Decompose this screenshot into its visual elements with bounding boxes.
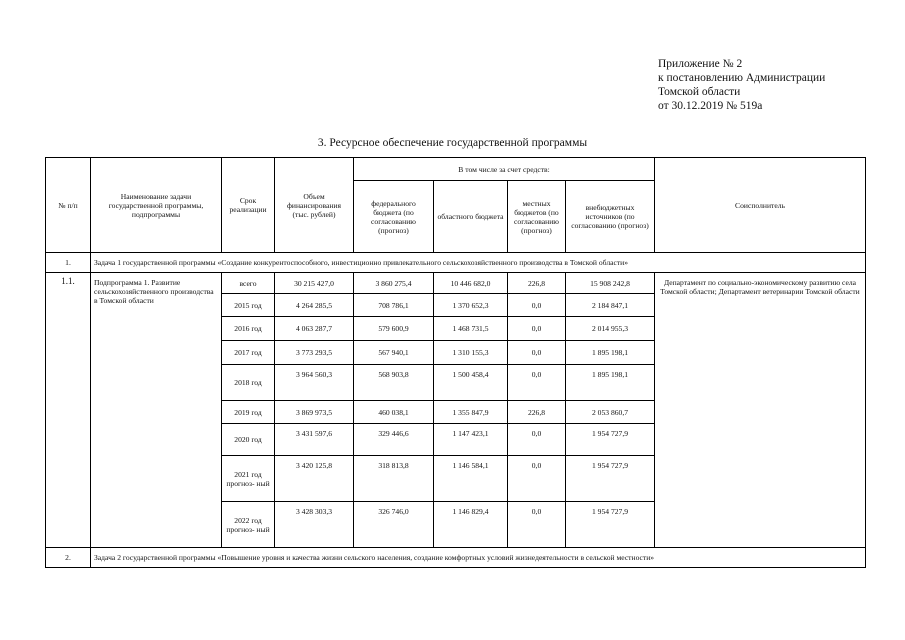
local-cell: 0,0 — [508, 365, 566, 401]
volume-cell: 3 773 293,5 — [275, 341, 354, 365]
task2-row — [46, 548, 866, 568]
local-cell: 226,8 — [508, 273, 566, 294]
federal-cell: 326 746,0 — [354, 502, 434, 548]
term-cell: 2016 год — [222, 317, 275, 341]
local-cell: 0,0 — [508, 341, 566, 365]
regional-cell: 1 146 584,1 — [434, 456, 508, 502]
header-coexecutor: Соисполнитель — [655, 158, 866, 253]
term-cell: 2020 год — [222, 424, 275, 456]
term-cell: 2022 год прогноз- ный — [222, 502, 275, 548]
volume-cell: 3 964 560,3 — [275, 365, 354, 401]
extrabudget-cell: 2 184 847,1 — [566, 294, 655, 317]
federal-cell: 568 903,8 — [354, 365, 434, 401]
volume-cell: 30 215 427,0 — [275, 273, 354, 294]
regional-cell: 1 468 731,5 — [434, 317, 508, 341]
volume-cell: 3 428 303,3 — [275, 502, 354, 548]
regional-cell: 1 500 458,4 — [434, 365, 508, 401]
extrabudget-cell: 1 954 727,9 — [566, 456, 655, 502]
table-row — [46, 273, 866, 294]
header-including: В том числе за счет средств: — [354, 158, 655, 181]
local-cell: 0,0 — [508, 294, 566, 317]
federal-cell: 579 600,9 — [354, 317, 434, 341]
term-cell: 2017 год — [222, 341, 275, 365]
task2-num: 2. — [46, 548, 91, 568]
federal-cell: 318 813,8 — [354, 456, 434, 502]
appendix-line-4: от 30.12.2019 № 519а — [658, 100, 763, 112]
subprogram-num: 1.1. — [46, 273, 91, 548]
header-extrabudget: внебюджетных источников (по согласованию (прогноз) — [566, 181, 655, 253]
header-num: № п/п — [46, 158, 91, 253]
term-cell: 2018 год — [222, 365, 275, 401]
federal-cell: 3 860 275,4 — [354, 273, 434, 294]
regional-cell: 10 446 682,0 — [434, 273, 508, 294]
regional-cell: 1 310 155,3 — [434, 341, 508, 365]
appendix-line-3: Томской области — [658, 86, 741, 98]
appendix-line-1: Приложение № 2 — [658, 58, 743, 70]
table-body — [46, 158, 866, 568]
extrabudget-cell: 1 954 727,9 — [566, 424, 655, 456]
header-federal: федерального бюджета (по согласованию (прогноз) — [354, 181, 434, 253]
header-name: Наименование задачи государственной программы, подпрограммы — [91, 158, 222, 253]
extrabudget-cell: 1 954 727,9 — [566, 502, 655, 548]
federal-cell: 708 786,1 — [354, 294, 434, 317]
extrabudget-cell: 2 053 860,7 — [566, 401, 655, 424]
appendix-block — [658, 57, 825, 113]
term-cell: 2021 год прогноз- ный — [222, 456, 275, 502]
resource-table — [45, 157, 866, 568]
term-cell: 2019 год — [222, 401, 275, 424]
volume-cell: 3 869 973,5 — [275, 401, 354, 424]
section-title: 3. Ресурсное обеспечение государственной программы — [317, 137, 588, 149]
volume-cell: 4 063 287,7 — [275, 317, 354, 341]
regional-cell: 1 355 847,9 — [434, 401, 508, 424]
header-volume: Объем финансирования (тыс. рублей) — [275, 158, 354, 253]
local-cell: 0,0 — [508, 502, 566, 548]
header-row-1 — [46, 158, 866, 181]
volume-cell: 3 431 597,6 — [275, 424, 354, 456]
header-term: Срок реализации — [222, 158, 275, 253]
federal-cell: 460 038,1 — [354, 401, 434, 424]
appendix-line-2: к постановлению Администрации — [658, 72, 826, 84]
subprogram-coexecutor: Департамент по социально-экономическому развитию села Томской области; Департамент ветеринарии Томской области — [655, 273, 866, 548]
extrabudget-cell: 1 895 198,1 — [566, 341, 655, 365]
subprogram-name: Подпрограмма 1. Развитие сельскохозяйственного производства в Томской области — [91, 273, 222, 548]
header-regional: областного бюджета — [434, 181, 508, 253]
task1-row — [46, 253, 866, 273]
federal-cell: 329 446,6 — [354, 424, 434, 456]
local-cell: 0,0 — [508, 424, 566, 456]
regional-cell: 1 370 652,3 — [434, 294, 508, 317]
term-cell: всего — [222, 273, 275, 294]
task2-text: Задача 2 государственной программы «Повышение уровня и качества жизни сельского населения, создание комфортных условий жизнедеятельности в сельской местности» — [91, 548, 866, 568]
regional-cell: 1 146 829,4 — [434, 502, 508, 548]
task1-num: 1. — [46, 253, 91, 273]
extrabudget-cell: 15 908 242,8 — [566, 273, 655, 294]
volume-cell: 3 420 125,8 — [275, 456, 354, 502]
header-local: местных бюджетов (по согласованию (прогноз) — [508, 181, 566, 253]
volume-cell: 4 264 285,5 — [275, 294, 354, 317]
local-cell: 0,0 — [508, 317, 566, 341]
federal-cell: 567 940,1 — [354, 341, 434, 365]
term-cell: 2015 год — [222, 294, 275, 317]
regional-cell: 1 147 423,1 — [434, 424, 508, 456]
task1-text: Задача 1 государственной программы «Создание конкурентоспособного, инвестиционно привлекательного сельскохозяйственного производства в Томской области» — [91, 253, 866, 273]
local-cell: 226,8 — [508, 401, 566, 424]
extrabudget-cell: 1 895 198,1 — [566, 365, 655, 401]
extrabudget-cell: 2 014 955,3 — [566, 317, 655, 341]
local-cell: 0,0 — [508, 456, 566, 502]
